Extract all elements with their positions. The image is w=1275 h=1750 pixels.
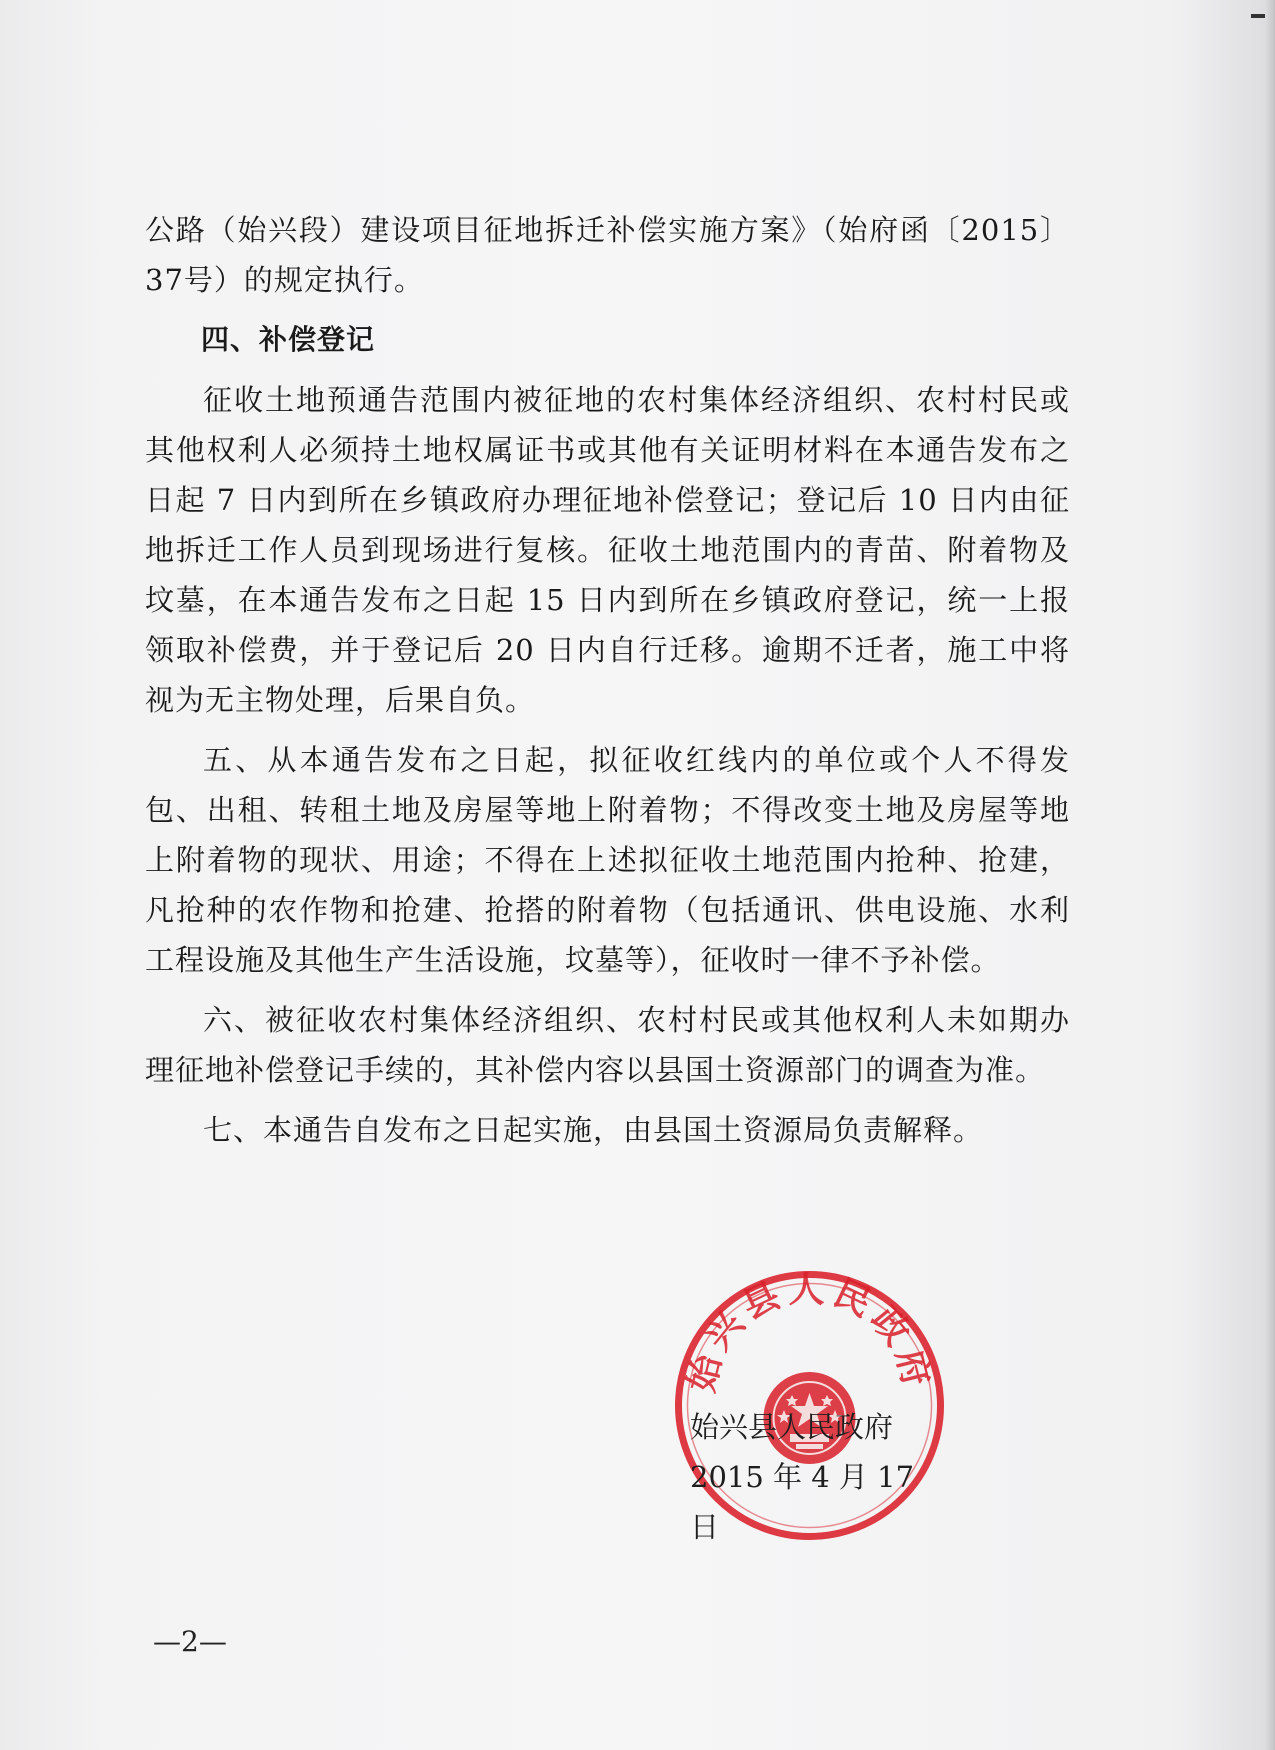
page-number: —2— — [153, 1625, 227, 1658]
scan-edge-shadow — [1265, 0, 1275, 1750]
document-body — [145, 205, 1070, 1155]
issue-date: 2015 年 4 月 17 日 — [690, 1460, 915, 1544]
signature-block — [690, 1402, 950, 1552]
issuing-authority: 始兴县人民政府 — [690, 1410, 894, 1444]
paragraph-section-five: 五、从本通告发布之日起，拟征收红线内的单位或个人不得发包、出租、转租土地及房屋等地上附着物；不得改变土地及房屋等地上附着物的现状、用途；不得在上述拟征收土地范围内抢种、抢建，凡抢种的农作物和抢建、抢搭的附着物（包括通讯、供电设施、水利工程设施及其他生产生活设施，坟墓等），征收时一律不予补偿。 — [145, 743, 1070, 977]
svg-text:始兴县人民政府: 始兴县人民政府 — [681, 1269, 938, 1397]
paragraph-continuation: 公路（始兴段）建设项目征地拆迁补偿实施方案》（始府函〔2015〕37号）的规定执行。 — [145, 213, 1070, 297]
paragraph-section-seven: 七、本通告自发布之日起实施，由县国土资源局负责解释。 — [203, 1113, 984, 1147]
paragraph-registration: 征收土地预通告范围内被征地的农村集体经济组织、农村村民或其他权利人必须持土地权属证书或其他有关证明材料在本通告发布之日起 7 日内到所在乡镇政府办理征地补偿登记；登记后 10 日内由征地拆迁工作人员到现场进行复核。征收土地范围内的青苗、附着物及坟墓，在本通告发布之日起 15 日内到所在乡镇政府登记，统一上报领取补偿费，并于登记后 20 日内自行迁移。逾期不迁者，施工中将视为无主物处理，后果自负。 — [145, 383, 1070, 717]
scan-corner-mark — [1251, 14, 1265, 18]
paragraph-section-six: 六、被征收农村集体经济组织、农村村民或其他权利人未如期办理征地补偿登记手续的，其补偿内容以县国土资源部门的调查为准。 — [145, 1003, 1070, 1087]
section-heading-registration: 四、补偿登记 — [201, 323, 376, 356]
